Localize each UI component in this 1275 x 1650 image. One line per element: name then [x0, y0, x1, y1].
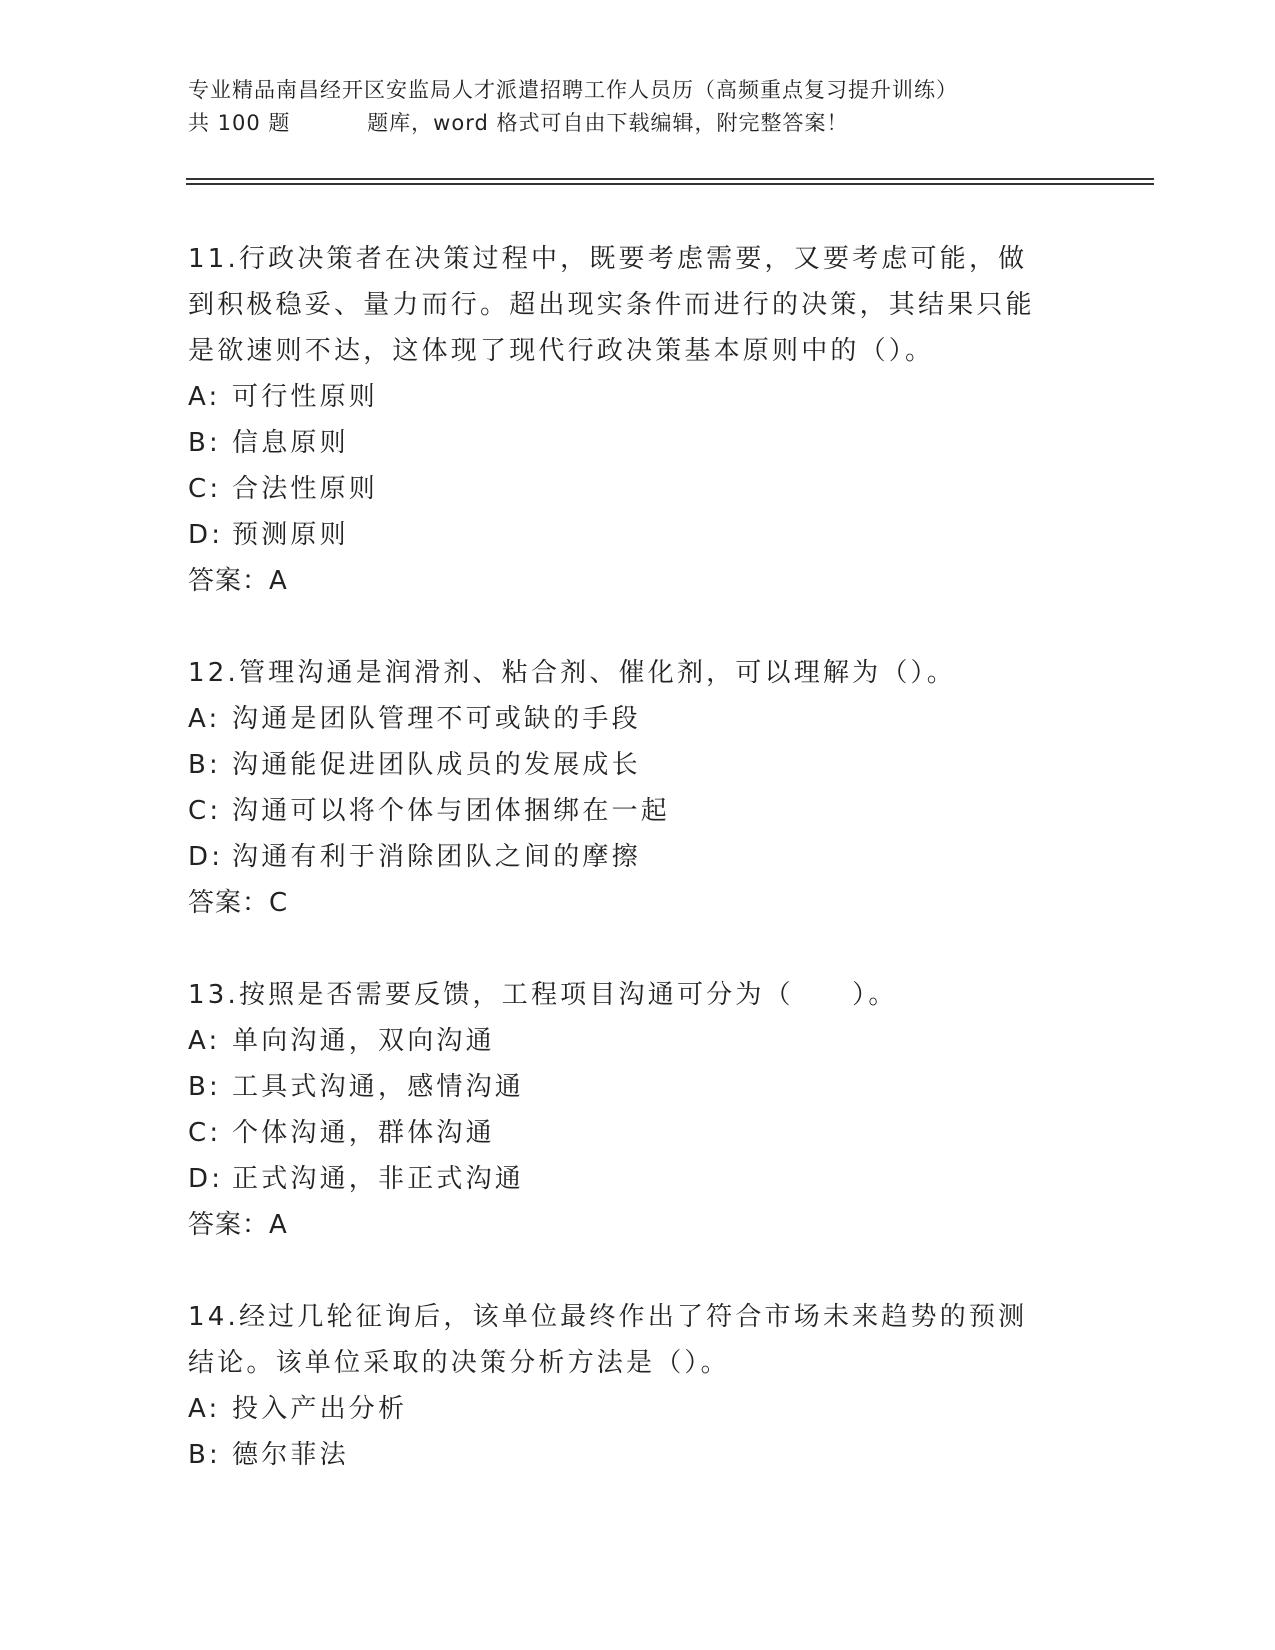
- option-b: [188, 420, 1088, 466]
- option-d: [188, 512, 1088, 558]
- option-key: A:: [188, 1394, 221, 1424]
- header-subtitle: 共 100 题 题库，word 格式可自由下载编辑，附完整答案！: [188, 111, 849, 135]
- option-text: 沟通有利于消除团队之间的摩擦: [232, 842, 641, 872]
- question-stem: 13.按照是否需要反馈，工程项目沟通可分为（ ）。: [188, 980, 898, 1010]
- header-divider-top: [186, 178, 1154, 180]
- option-a: [188, 374, 1088, 420]
- answer-line: [188, 1202, 1088, 1248]
- option-key: D:: [188, 520, 224, 550]
- option-d: [188, 834, 1088, 880]
- option-text: 合法性原则: [232, 474, 379, 504]
- option-text: 个体沟通，群体沟通: [232, 1118, 495, 1148]
- answer-line: [188, 880, 1088, 926]
- option-b: [188, 1064, 1088, 1110]
- question-item: [188, 972, 1088, 1248]
- header-divider-bottom: [186, 183, 1154, 185]
- question-stem: 11.行政决策者在决策过程中，既要考虑需要，又要考虑可能，做到积极稳妥、量力而行。超出现实条件而进行的决策，其结果只能是欲速则不达，这体现了现代行政决策基本原则中的（）。: [188, 244, 1035, 366]
- option-key: B:: [188, 428, 221, 458]
- option-key: B:: [188, 1440, 221, 1470]
- option-text: 投入产出分析: [232, 1394, 408, 1424]
- option-key: C:: [188, 796, 222, 826]
- option-c: [188, 1110, 1088, 1156]
- answer-label: 答案：: [188, 1210, 270, 1240]
- header-title: 专业精品南昌经开区安监局人才派遣招聘工作人员历（高频重点复习提升训练）: [188, 78, 958, 102]
- document-header: [188, 74, 1088, 140]
- question-stem: 12.管理沟通是润滑剂、粘合剂、催化剂，可以理解为（）。: [188, 658, 956, 688]
- option-b: [188, 742, 1088, 788]
- option-text: 可行性原则: [232, 382, 379, 412]
- option-text: 沟通能促进团队成员的发展成长: [232, 750, 641, 780]
- answer-value: A: [269, 1210, 288, 1240]
- option-key: B:: [188, 750, 221, 780]
- option-key: C:: [188, 474, 222, 504]
- answer-label: 答案：: [188, 566, 270, 596]
- option-key: D:: [188, 1164, 224, 1194]
- option-c: [188, 788, 1088, 834]
- option-text: 信息原则: [232, 428, 349, 458]
- option-b: [188, 1432, 1088, 1478]
- option-text: 沟通是团队管理不可或缺的手段: [232, 704, 641, 734]
- question-stem: 14.经过几轮征询后，该单位最终作出了符合市场未来趋势的预测结论。该单位采取的决策分析方法是（）。: [188, 1302, 1028, 1378]
- option-key: A:: [188, 382, 221, 412]
- option-d: [188, 1156, 1088, 1202]
- option-key: D:: [188, 842, 224, 872]
- answer-label: 答案：: [188, 888, 270, 918]
- option-key: A:: [188, 704, 221, 734]
- question-item: [188, 236, 1088, 604]
- answer-value: C: [269, 888, 289, 918]
- option-text: 正式沟通，非正式沟通: [232, 1164, 525, 1194]
- option-text: 沟通可以将个体与团体捆绑在一起: [232, 796, 671, 826]
- question-item: [188, 1294, 1088, 1478]
- option-a: [188, 1386, 1088, 1432]
- option-a: [188, 696, 1088, 742]
- question-list: [188, 236, 1088, 1524]
- question-item: [188, 650, 1088, 926]
- option-key: C:: [188, 1118, 222, 1148]
- option-text: 单向沟通，双向沟通: [232, 1026, 495, 1056]
- option-key: A:: [188, 1026, 221, 1056]
- option-text: 预测原则: [232, 520, 349, 550]
- option-text: 德尔菲法: [232, 1440, 349, 1470]
- option-c: [188, 466, 1088, 512]
- option-text: 工具式沟通，感情沟通: [232, 1072, 525, 1102]
- answer-value: A: [269, 566, 288, 596]
- option-key: B:: [188, 1072, 221, 1102]
- option-a: [188, 1018, 1088, 1064]
- answer-line: [188, 558, 1088, 604]
